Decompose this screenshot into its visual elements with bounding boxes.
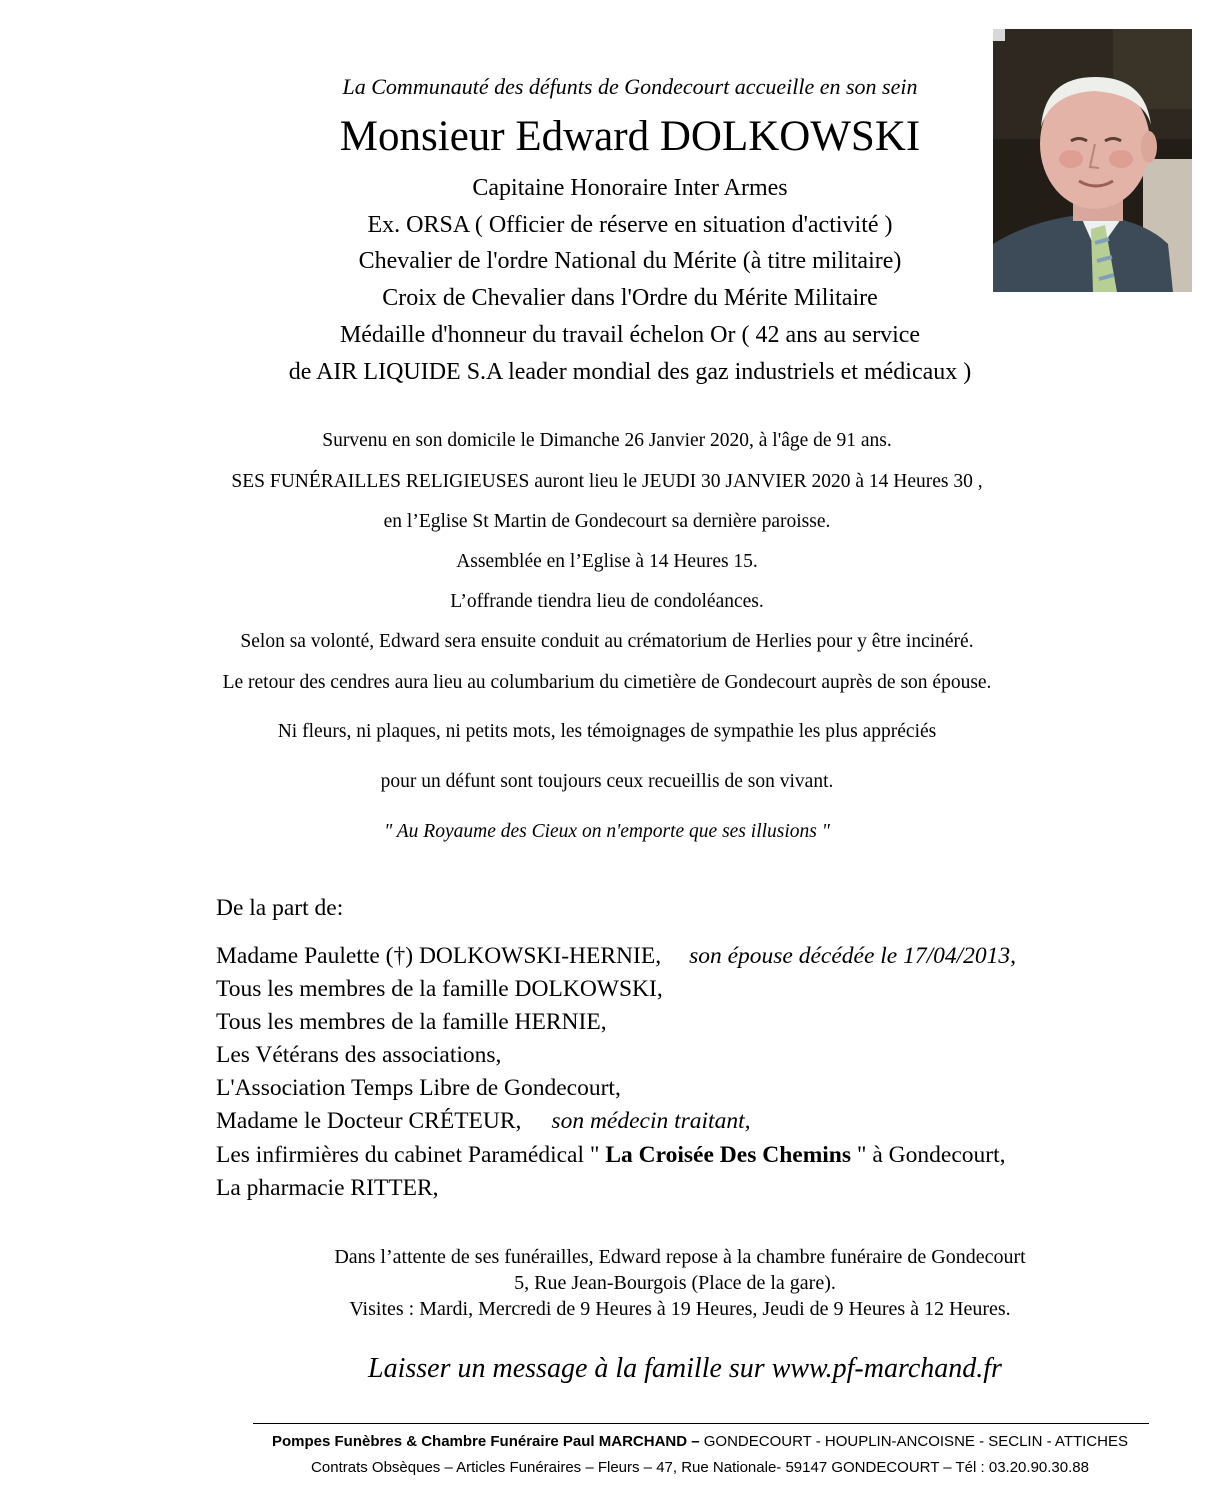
portrait-illustration	[993, 29, 1192, 292]
honors-list	[200, 170, 1060, 390]
list-item	[216, 1139, 1016, 1172]
death-announcement: Survenu en son domicile le Dimanche 26 Janvier 2020, à l'âge de 91 ans.	[322, 430, 892, 451]
repose-line: Dans l’attente de ses funérailles, Edward repose à la chambre funéraire de Gondecourt	[334, 1246, 1026, 1268]
repose-address: 5, Rue Jean-Bourgois (Place de la gare).	[514, 1272, 836, 1294]
nurses-prefix: Les infirmières du cabinet Paramédical "	[216, 1141, 600, 1168]
quote: " Au Royaume des Cieux on n'emporte que ses illusions "	[384, 821, 830, 842]
honor-title: de AIR LIQUIDE S.A leader mondial des gaz industriels et médicaux )	[288, 358, 972, 385]
repose-info	[0, 1244, 1214, 1322]
flowers-note: Ni fleurs, ni plaques, ni petits mots, les témoignages de sympathie les plus appréciés	[277, 721, 937, 742]
funeral-location: en l’Eglise St Martin de Gondecourt sa dernière paroisse.	[383, 511, 831, 532]
honor-title: Médaille d'honneur du travail échelon Or ( 42 ans au service	[339, 321, 921, 348]
portrait-photo	[993, 29, 1192, 292]
family-list	[216, 940, 1016, 1205]
flowers-note-continued: pour un défunt sont toujours ceux recueillis de son vivant.	[380, 771, 834, 792]
offering-note: L’offrande tiendra lieu de condoléances.	[450, 591, 764, 612]
assembly-time: Assemblée en l’Eglise à 14 Heures 15.	[456, 551, 758, 572]
guestbook-message[interactable]: Laisser un message à la famille sur www.pf-marchand.fr	[368, 1353, 1002, 1384]
cremation-note: Selon sa volonté, Edward sera ensuite conduit au crématorium de Herlies pour y être incinéré.	[240, 631, 974, 652]
footer-company	[240, 1433, 1160, 1450]
footer-divider	[253, 1423, 1149, 1424]
list-item: La pharmacie RITTER,	[216, 1174, 439, 1201]
list-item: Tous les membres de la famille DOLKOWSKI,	[216, 976, 663, 1003]
list-item: Les Vétérans des associations,	[216, 1042, 502, 1069]
family-heading: De la part de:	[216, 895, 344, 921]
ashes-note: Le retour des cendres aura lieu au columbarium du cimetière de Gondecourt auprès de son épouse.	[222, 672, 992, 693]
list-item	[216, 1105, 1016, 1138]
honor-title: Croix de Chevalier dans l'Ordre du Mérite Militaire	[382, 285, 878, 312]
company-cities: GONDECOURT - HOUPLIN-ANCOISNE - SECLIN - ATTICHES	[699, 1433, 1128, 1450]
doctor-note: son médecin traitant,	[551, 1108, 751, 1135]
company-name: Pompes Funèbres & Chambre Funéraire Paul MARCHAND –	[272, 1433, 700, 1450]
honor-title: Chevalier de l'ordre National du Mérite (à titre militaire)	[358, 248, 902, 275]
deceased-name: Monsieur Edward DOLKOWSKI	[339, 113, 921, 160]
intro-line: La Communauté des défunts de Gondecourt accueille en son sein	[342, 74, 918, 99]
honor-title: Ex. ORSA ( Officier de réserve en situation d'activité )	[367, 211, 893, 238]
nurses-suffix: " à Gondecourt,	[856, 1141, 1006, 1168]
doctor-name: Madame le Docteur CRÉTEUR,	[216, 1108, 522, 1135]
nurses-practice-name: La Croisée Des Chemins	[605, 1141, 852, 1168]
spouse-note: son épouse décédée le 17/04/2013,	[689, 943, 1017, 969]
list-item	[216, 940, 1016, 973]
visiting-hours: Visites : Mardi, Mercredi de 9 Heures à 19 Heures, Jeudi de 9 Heures à 12 Heures.	[349, 1298, 1011, 1320]
footer-services: Contrats Obsèques – Articles Funéraires – Fleurs – 47, Rue Nationale- 59147 GONDECOURT – Tél : 03.20.90.30.88	[311, 1459, 1089, 1476]
list-item: L'Association Temps Libre de Gondecourt,	[216, 1075, 621, 1102]
list-item: Tous les membres de la famille HERNIE,	[216, 1009, 607, 1036]
honor-title: Capitaine Honoraire Inter Armes	[472, 175, 788, 201]
funeral-announcement: SES FUNÉRAILLES RELIGIEUSES auront lieu le JEUDI 30 JANVIER 2020 à 14 Heures 30 ,	[231, 471, 983, 492]
spouse-name: Madame Paulette (†) DOLKOWSKI-HERNIE,	[216, 943, 662, 969]
